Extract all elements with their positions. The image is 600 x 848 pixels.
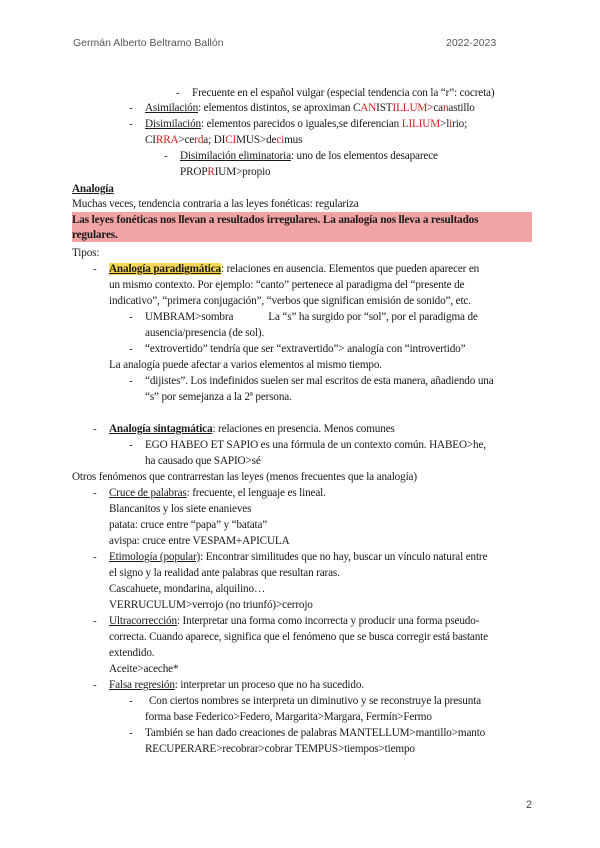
umbram-line	[145, 310, 478, 324]
text: CI	[145, 134, 156, 146]
text-line: indicativo”, “primera conjugación”, “verbos que significan emisión de sonido”, etc.	[109, 295, 471, 307]
text: >ca	[427, 102, 443, 114]
cruce-line	[109, 486, 326, 500]
text-line: RECUPERARE>recobrar>cobrar TEMPUS>tiempos>tiempo	[145, 743, 415, 755]
text: : Interpretar una forma como incorrecta y producir una forma pseudo-	[176, 615, 480, 627]
text-line: “extrovertido” tendría que ser “extravertido”> analogía con “introvertido”	[145, 343, 466, 355]
term-disimilacion-eliminatoria: Disimilación eliminatoria	[180, 150, 291, 162]
text: a; DI	[203, 134, 226, 146]
red-text: AN	[360, 102, 377, 114]
text-line: Aceite>aceche*	[109, 663, 179, 675]
section-title-analogia: Analogía	[72, 183, 114, 195]
text: PROP	[180, 166, 208, 178]
falsa-regresion-line	[109, 678, 364, 692]
term-analogia-sintagmatica: Analogía sintagmática	[109, 423, 213, 435]
text: : Encontrar similitudes que no hay, buscar un vínculo natural entre	[200, 551, 488, 563]
text: : frecuente, el lenguaje es lineal.	[186, 487, 326, 499]
bullet-dash: -	[129, 118, 133, 130]
proprium-line	[180, 165, 270, 179]
text-line: forma base Federico>Federo, Margarita>Margara, Fermín>Fermo	[145, 711, 432, 723]
text: IST	[376, 102, 393, 114]
bullet-dash: -	[93, 423, 97, 435]
tipos-label: Tipos:	[72, 247, 100, 259]
text-line: EGO HABEO ET SAPIO es una fórmula de un contexto común. HABEO>he,	[145, 439, 486, 451]
text-line: También se han dado creaciones de palabras MANTELLUM>mantillo>manto	[145, 727, 486, 739]
text: stillo	[453, 102, 475, 114]
text: MUS>de	[236, 134, 277, 146]
paradigmatica-line	[109, 262, 479, 276]
term-ultracorreccion: Ultracorrección	[109, 615, 177, 627]
term-disimilacion: Disimilación	[145, 118, 201, 130]
red-text: n	[442, 102, 449, 114]
text-line: Blancanitos y los siete enanieves	[109, 503, 252, 515]
bullet-dash: -	[164, 150, 168, 162]
red-text: ILLUM	[392, 102, 428, 114]
text: >l	[440, 118, 450, 130]
bullet-dash: -	[93, 679, 97, 691]
term-asimilacion: Asimilación	[145, 102, 199, 114]
red-text: LILIUM	[401, 118, 441, 130]
text-line: un mismo contexto. Por ejemplo: “canto” pertenece al paradigma del “presente de	[109, 279, 465, 291]
bullet-dash: -	[93, 487, 97, 499]
text-line: el signo y la realidad ante palabras que resultan raras.	[109, 567, 340, 579]
bullet-dash: -	[129, 727, 133, 739]
text: UMBRAM>sombra	[145, 311, 234, 323]
bullet-dash: -	[93, 551, 97, 563]
header-year: 2022-2023	[446, 37, 497, 49]
text: >ce	[178, 134, 195, 146]
header-author: Germán Alberto Beltramo Ballón	[73, 37, 224, 49]
text: mus	[284, 134, 303, 146]
text-line: “dijistes”. Los indefinidos suelen ser mal escritos de esta manera, añadiendo una	[145, 375, 494, 387]
text-line: avispa: cruce entre VESPAM+APICULA	[109, 535, 290, 547]
bullet-dash: -	[176, 87, 180, 99]
red-text: R	[207, 166, 215, 178]
text-line: VERRUCULUM>verrojo (no triunfó)>cerrojo	[109, 599, 313, 611]
red-text: CI	[225, 134, 237, 146]
text-line: extendido.	[109, 647, 155, 659]
red-text: i	[449, 118, 453, 130]
text-line: La analogía puede afectar a varios elementos al mismo tiempo.	[109, 359, 382, 371]
bullet-dash: -	[129, 375, 133, 387]
text: : relaciones en ausencia. Elementos que pueden aparecer en	[221, 263, 480, 275]
text-line: Frecuente en el español vulgar (especial tendencia con la “r”: cocreta)	[192, 87, 495, 99]
bullet-dash: -	[129, 439, 133, 451]
etimologia-line	[109, 550, 487, 564]
disimilacion-line	[145, 117, 467, 131]
asimilacion-line	[145, 101, 475, 115]
highlighted-rule-line: regulares.	[72, 229, 118, 241]
text: : relaciones en presencia. Menos comunes	[212, 423, 395, 435]
text-line: Con ciertos nombres se interpreta un diminutivo y se reconstruye la presunta	[149, 695, 481, 707]
cirra-line	[145, 133, 302, 147]
text: : interpretar un proceso que no ha sucedido.	[174, 679, 364, 691]
term-falsa-regresion: Falsa regresión	[109, 679, 175, 691]
bullet-dash: -	[93, 615, 97, 627]
term-cruce-de-palabras: Cruce de palabras	[109, 487, 187, 499]
term-analogia-paradigmatica: Analogía paradigmática	[109, 263, 221, 275]
red-text: ci	[276, 134, 285, 146]
text: rio;	[452, 118, 468, 130]
text-line: Otros fenómenos que contrarrestan las leyes (menos frecuentes que la analogía)	[72, 471, 417, 483]
text-line: “s” por semejanza a la 2ª persona.	[145, 391, 292, 403]
bullet-dash: -	[129, 343, 133, 355]
text: : elementos distintos, se aproximan C	[198, 102, 361, 114]
text-line: ha causado que SAPIO>sé	[145, 455, 261, 467]
page-number: 2	[526, 799, 533, 811]
text: a	[448, 102, 454, 114]
term-etimologia-popular: Etimología (popular)	[109, 551, 201, 563]
red-text: rd	[194, 134, 204, 146]
bullet-dash: -	[129, 102, 133, 114]
text-line: patata: cruce entre “papa” y “batata”	[109, 519, 268, 531]
ultracorreccion-line	[109, 614, 479, 628]
text-line: ausencia/presencia (de sol).	[145, 327, 265, 339]
text-line: correcta. Cuando aparece, significa que el fenómeno que se busca corregir está bastante	[109, 631, 488, 643]
red-text: RRA	[155, 134, 179, 146]
disimilacion-eliminatoria-line	[180, 149, 438, 163]
text-line: Muchas veces, tendencia contraria a las leyes fonéticas: regulariza	[72, 198, 359, 210]
text: IUM>propio	[214, 166, 271, 178]
text: : elementos parecidos o iguales,se diferencian	[201, 118, 402, 130]
bullet-dash: -	[129, 695, 133, 707]
bullet-dash: -	[129, 311, 133, 323]
text: La “s” ha surgido por “sol”, por el paradigma de	[268, 311, 478, 323]
text-line: Cascahuete, mondarina, alquilino…	[109, 583, 265, 595]
highlighted-rule-line: Las leyes fonéticas nos llevan a resultados irregulares. La analogía nos lleva a resultados	[72, 214, 479, 226]
sintagmatica-line	[109, 422, 395, 436]
text: : uno de los elementos desaparece	[290, 150, 438, 162]
bullet-dash: -	[93, 263, 97, 275]
